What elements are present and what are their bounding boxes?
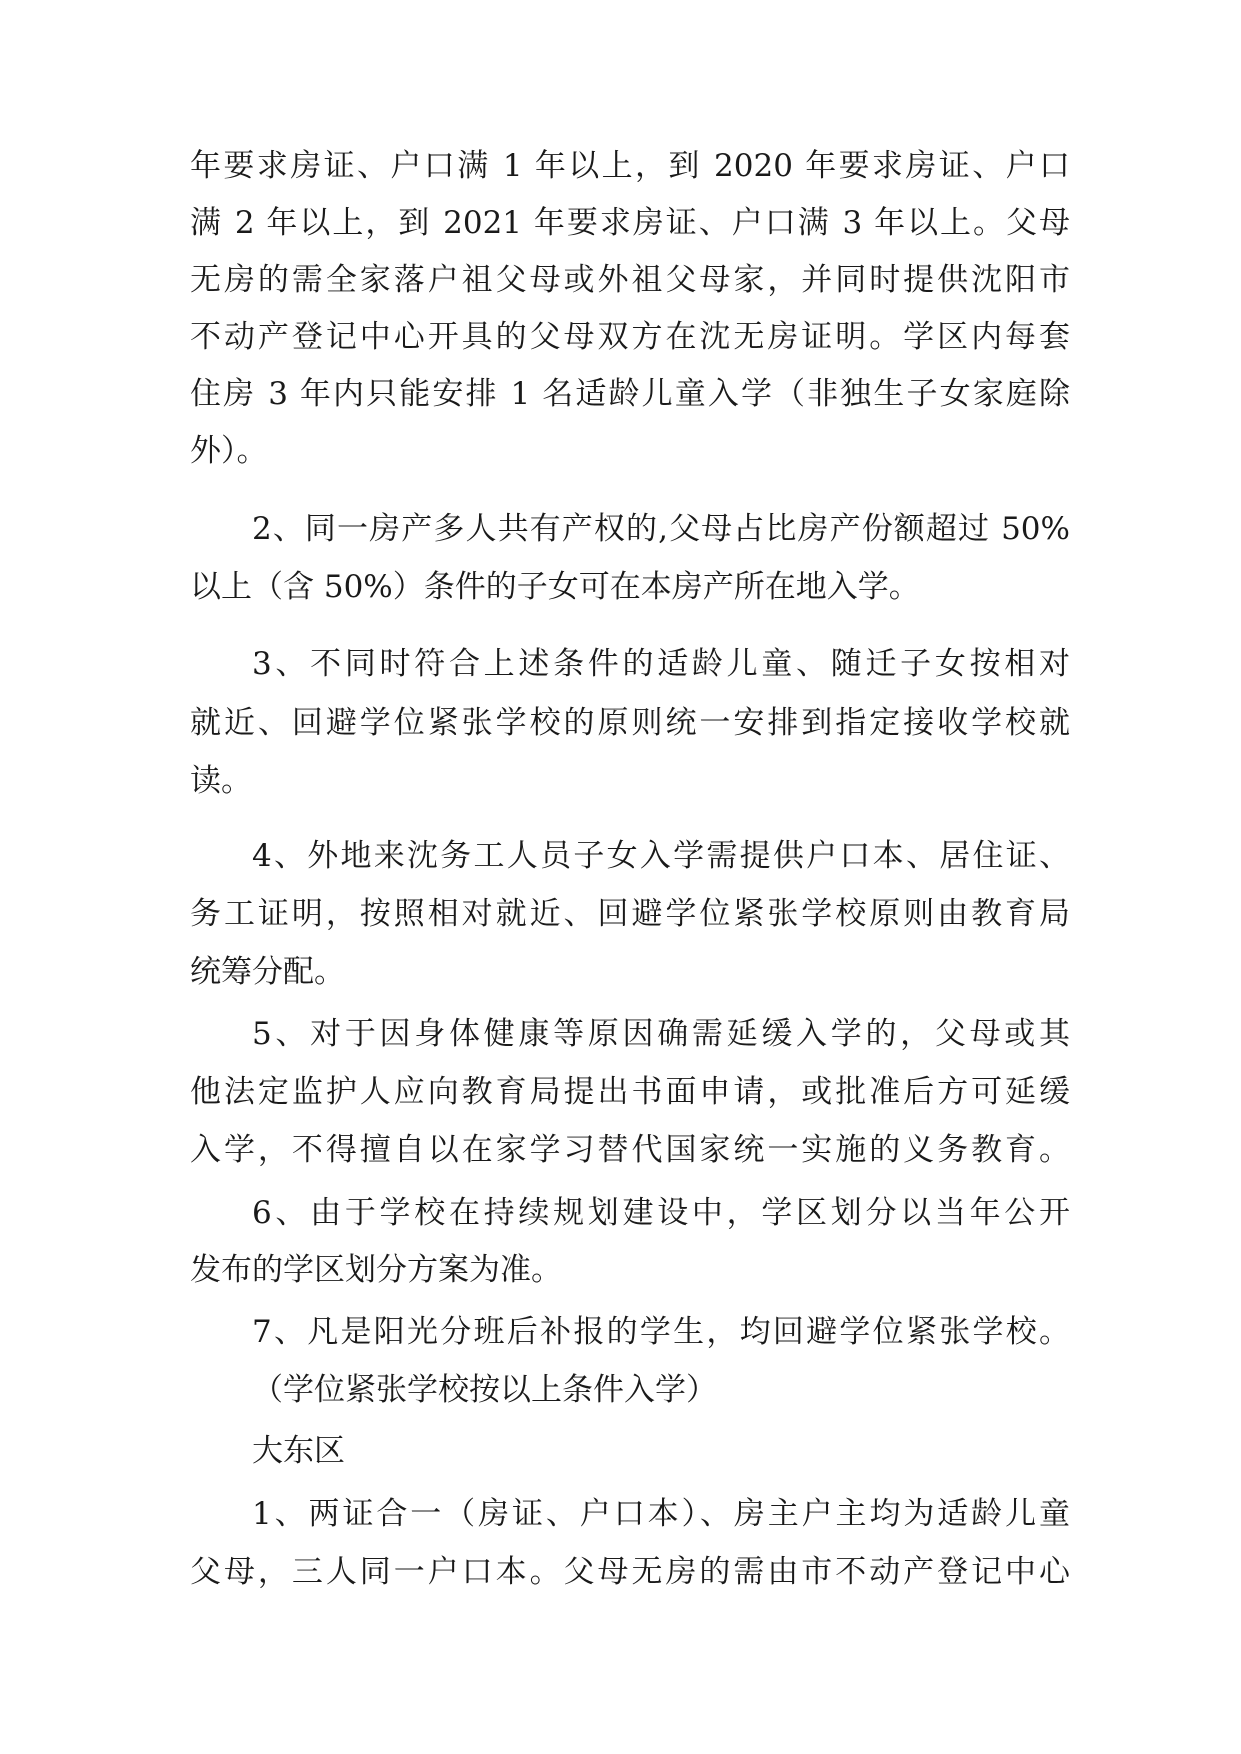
- text-line: 统筹分配。: [190, 954, 345, 990]
- text-line: 发布的学区划分方案为准。: [190, 1252, 562, 1288]
- district-heading: 大东区: [252, 1433, 345, 1469]
- text-line: 入学，不得擅自以在家学习替代国家统一实施的义务教育。: [190, 1132, 1070, 1168]
- paragraph-7-line: 7、凡是阳光分班后补报的学生，均回避学位紧张学校。: [252, 1314, 1070, 1350]
- text-line: 以上（含 50%）条件的子女可在本房产所在地入学。: [190, 569, 920, 605]
- text-line: 就近、回避学位紧张学校的原则统一安排到指定接收学校就: [190, 705, 1070, 741]
- text-line: 务工证明，按照相对就近、回避学位紧张学校原则由教育局: [190, 896, 1070, 932]
- text-line: 不动产登记中心开具的父母双方在沈无房证明。学区内每套: [190, 319, 1070, 355]
- note-line: （学位紧张学校按以上条件入学）: [252, 1372, 717, 1408]
- paragraph-dadong-1-line: 1、两证合一（房证、户口本）、房主户主均为适龄儿童: [252, 1496, 1070, 1532]
- paragraph-3-line: 3、不同时符合上述条件的适龄儿童、随迁子女按相对: [252, 646, 1070, 682]
- text-line: 他法定监护人应向教育局提出书面申请，或批准后方可延缓: [190, 1074, 1070, 1110]
- text-line: 外）。: [190, 433, 268, 469]
- paragraph-5-line: 5、对于因身体健康等原因确需延缓入学的，父母或其: [252, 1016, 1070, 1052]
- text-line: 住房 3 年内只能安排 1 名适龄儿童入学（非独生子女家庭除: [190, 376, 1070, 412]
- paragraph-6-line: 6、由于学校在持续规划建设中，学区划分以当年公开: [252, 1195, 1070, 1231]
- text-line: 无房的需全家落户祖父母或外祖父母家，并同时提供沈阳市: [190, 262, 1070, 298]
- paragraph-2-line: 2、同一房产多人共有产权的,父母占比房产份额超过 50%: [252, 511, 1070, 547]
- text-line: 父母，三人同一户口本。父母无房的需由市不动产登记中心: [190, 1554, 1070, 1590]
- text-line: 满 2 年以上，到 2021 年要求房证、户口满 3 年以上。父母: [190, 205, 1070, 241]
- text-line: 读。: [190, 763, 252, 799]
- paragraph-4-line: 4、外地来沈务工人员子女入学需提供户口本、居住证、: [252, 838, 1070, 874]
- text-line: 年要求房证、户口满 1 年以上，到 2020 年要求房证、户口: [190, 148, 1070, 184]
